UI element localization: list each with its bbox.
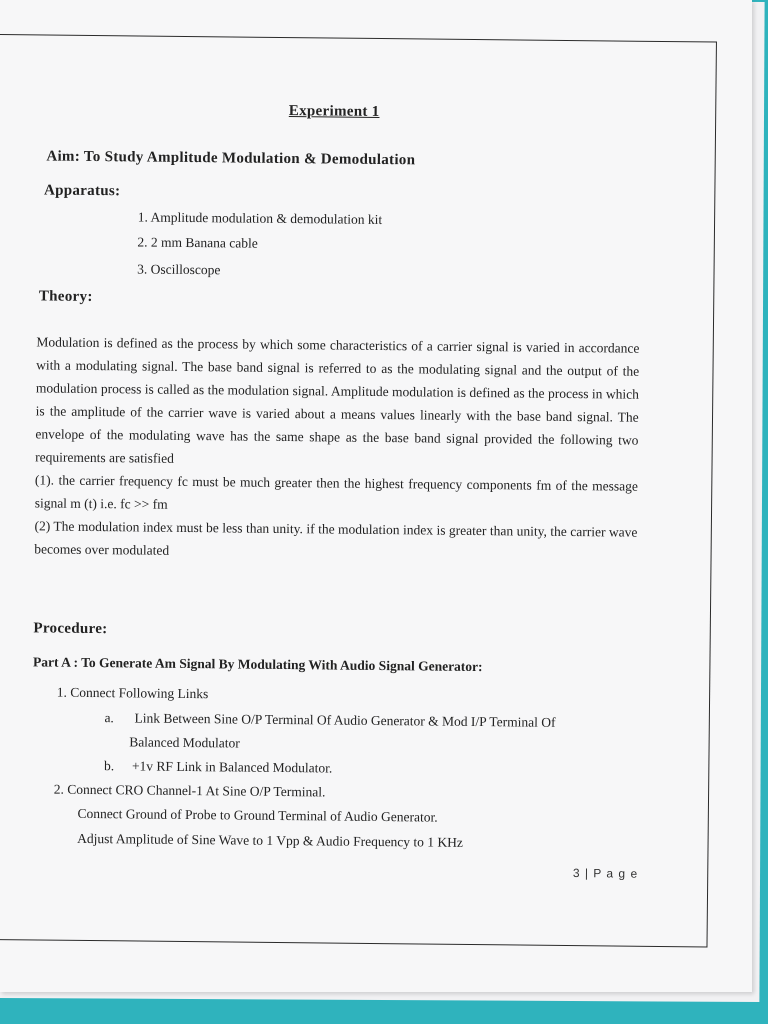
part-a-heading: Part A : To Generate Am Signal By Modulating With Audio Signal Generator: — [32, 654, 483, 675]
step-1: 1. Connect Following Links — [56, 684, 209, 702]
step-1a-marker: a. — [104, 710, 114, 726]
apparatus-item: 2. 2 mm Banana cable — [137, 234, 258, 251]
apparatus-item: 3. Oscilloscope — [137, 261, 221, 278]
step-1b-marker: b. — [103, 758, 115, 774]
step-2-line-3: Adjust Amplitude of Sine Wave to 1 Vpp & Audio Frequency to 1 KHz — [77, 830, 464, 850]
theory-paragraph: Modulation is defined as the process by which some characteristics of a carrier signal is varied in accordance with a modulating signal. The base band signal is referred to as the modulating signal and the output of the modulation process is called as the modulation signal. Amplitude modulation is defined as the process in which is the amplitude of the carrier wave is varied about a means values linearly with the base band signal. The envelope of the modulating wave has the same shape as the base band signal provided the following two requirements are satisfied — [35, 334, 640, 466]
step-2-line-2: Connect Ground of Probe to Ground Terminal of Audio Generator. — [77, 805, 438, 825]
requirement-1: (1). the carrier frequency fc must be much greater then the highest frequency components fm of the message signal m (t) i.e. fc >> fm — [34, 472, 639, 512]
step-1b-text: +1v RF Link in Balanced Modulator. — [131, 758, 333, 776]
requirement-2: (2) The modulation index must be less than unity. if the modulation index is greater than unity, the carrier wave becomes over modulated — [34, 518, 638, 558]
procedure-heading: Procedure: — [33, 620, 108, 638]
experiment-title: Experiment 1 — [288, 103, 380, 120]
page-number: 3 | P a g e — [572, 866, 639, 881]
apparatus-item: 1. Amplitude modulation & demodulation kit — [137, 209, 383, 228]
theory-text — [34, 330, 639, 566]
apparatus-heading: Apparatus: — [43, 182, 121, 200]
step-2: 2. Connect CRO Channel-1 At Sine O/P Terminal. — [53, 781, 326, 800]
step-1a-text: Link Between Sine O/P Terminal Of Audio Generator & Mod I/P Terminal Of — [134, 710, 556, 730]
theory-heading: Theory: — [38, 288, 93, 305]
step-1a-text-cont: Balanced Modulator — [129, 734, 240, 751]
aim-line: Aim: To Study Amplitude Modulation & Demodulation — [46, 148, 416, 169]
